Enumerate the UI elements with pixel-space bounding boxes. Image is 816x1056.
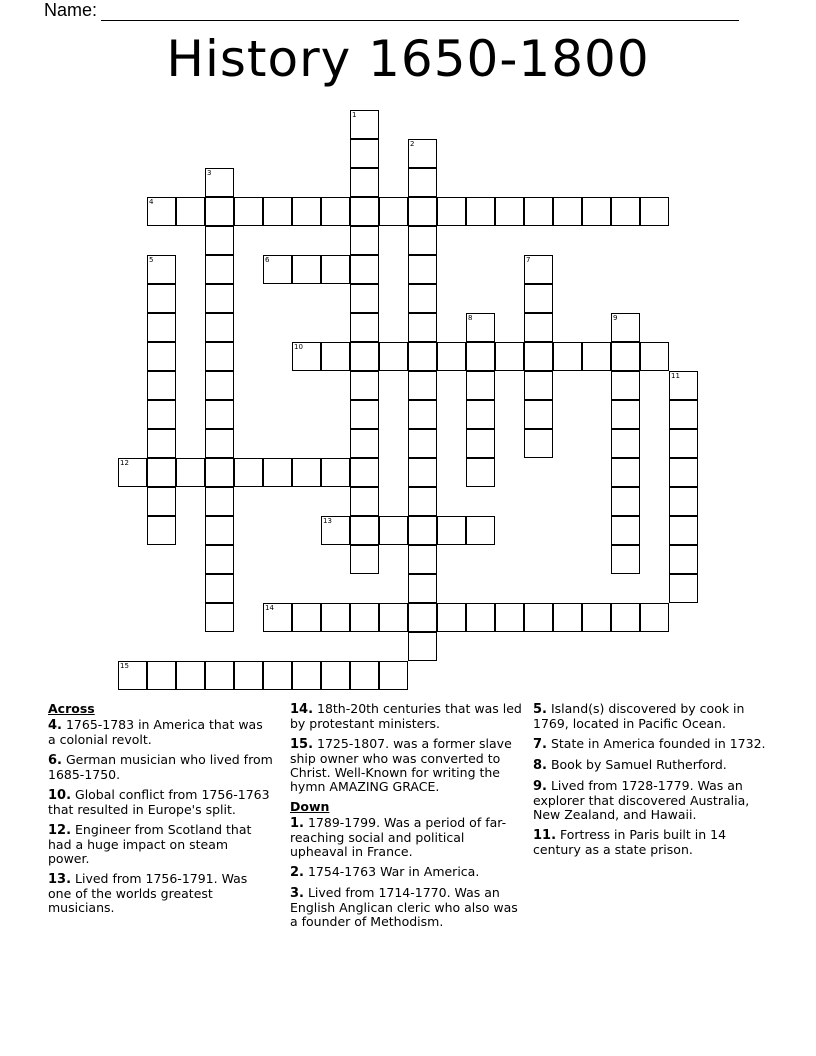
clue-number: 5 [149, 256, 154, 264]
clue-number: 10 [294, 343, 303, 351]
grid-cell[interactable] [408, 632, 437, 661]
clues-column-1 [48, 702, 273, 921]
page-title: History 1650-1800 [166, 30, 650, 88]
grid-cell[interactable] [350, 545, 379, 574]
grid-cell[interactable] [524, 371, 553, 400]
clue-number: 14. [290, 702, 314, 717]
grid-cell[interactable] [408, 516, 437, 545]
grid-cell[interactable] [292, 458, 321, 487]
grid-cell[interactable] [205, 313, 234, 342]
grid-cell[interactable] [350, 458, 379, 487]
clue-number: 9 [613, 314, 618, 322]
grid-cell[interactable] [350, 168, 379, 197]
clue-text: State in America founded in 1732. [546, 736, 766, 751]
grid-cell[interactable] [147, 487, 176, 516]
clue-number: 4. [48, 718, 62, 733]
clue-text: 1765-1783 in America that was a colonial revolt. [48, 717, 263, 747]
grid-cell[interactable] [408, 284, 437, 313]
grid-cell[interactable] [321, 255, 350, 284]
clue-number: 9. [533, 779, 547, 794]
grid-cell[interactable] [669, 487, 698, 516]
grid-cell[interactable] [321, 603, 350, 632]
grid-cell[interactable] [582, 342, 611, 371]
grid-cell[interactable] [350, 197, 379, 226]
down-clue [533, 779, 769, 822]
grid-cell[interactable] [524, 342, 553, 371]
clue-text: Lived from 1756-1791. Was one of the worlds greatest musicians. [48, 871, 248, 915]
grid-cell[interactable] [350, 400, 379, 429]
grid-cell[interactable] [437, 197, 466, 226]
grid-cell[interactable] [321, 197, 350, 226]
grid-cell[interactable] [147, 371, 176, 400]
across-clue [48, 788, 273, 817]
grid-cell[interactable] [408, 371, 437, 400]
grid-cell[interactable] [263, 197, 292, 226]
grid-cell[interactable] [495, 197, 524, 226]
clues-column-2 [290, 702, 525, 935]
grid-cell[interactable] [350, 516, 379, 545]
grid-cell[interactable] [408, 342, 437, 371]
grid-cell[interactable] [292, 255, 321, 284]
clue-number: 1. [290, 816, 304, 831]
grid-cell[interactable] [466, 371, 495, 400]
grid-cell[interactable] [408, 197, 437, 226]
clue-text: Global conflict from 1756-1763 that resulted in Europe's split. [48, 787, 270, 817]
grid-cell[interactable] [553, 197, 582, 226]
grid-cell[interactable] [292, 197, 321, 226]
grid-cell[interactable] [263, 255, 292, 284]
grid-cell[interactable] [437, 516, 466, 545]
grid-cell[interactable] [379, 516, 408, 545]
grid-cell[interactable] [263, 661, 292, 690]
grid-cell[interactable] [205, 458, 234, 487]
grid-cell[interactable] [205, 603, 234, 632]
grid-cell[interactable] [292, 661, 321, 690]
clue-number: 5. [533, 702, 547, 717]
down-clue [533, 702, 769, 731]
grid-cell[interactable] [611, 516, 640, 545]
grid-cell[interactable] [582, 603, 611, 632]
grid-cell[interactable] [205, 516, 234, 545]
grid-cell[interactable] [350, 255, 379, 284]
grid-cell[interactable] [147, 284, 176, 313]
clue-text: 1754-1763 War in America. [303, 864, 480, 879]
grid-cell[interactable] [350, 110, 379, 139]
across-clue [48, 872, 273, 915]
grid-cell[interactable] [669, 429, 698, 458]
grid-cell[interactable] [524, 284, 553, 313]
grid-cell[interactable] [205, 255, 234, 284]
clue-number: 6 [265, 256, 270, 264]
grid-cell[interactable] [408, 226, 437, 255]
grid-cell[interactable] [408, 429, 437, 458]
grid-cell[interactable] [466, 603, 495, 632]
grid-cell[interactable] [437, 342, 466, 371]
down-clue [290, 886, 525, 929]
clue-text: Fortress in Paris built in 14 century as a state prison. [533, 827, 727, 857]
grid-cell[interactable] [495, 603, 524, 632]
grid-cell[interactable] [350, 342, 379, 371]
grid-cell[interactable] [408, 400, 437, 429]
grid-cell[interactable] [147, 342, 176, 371]
grid-cell[interactable] [350, 313, 379, 342]
clue-number: 13 [323, 517, 332, 525]
grid-cell[interactable] [611, 313, 640, 342]
grid-cell[interactable] [669, 516, 698, 545]
grid-cell[interactable] [611, 487, 640, 516]
grid-cell[interactable] [147, 661, 176, 690]
grid-cell[interactable] [611, 371, 640, 400]
grid-cell[interactable] [379, 603, 408, 632]
clue-text: Engineer from Scotland that had a huge impact on steam power. [48, 822, 252, 866]
grid-cell[interactable] [408, 545, 437, 574]
across-clue [290, 737, 525, 794]
grid-cell[interactable] [350, 139, 379, 168]
grid-cell[interactable] [408, 255, 437, 284]
clues-column-3 [533, 702, 769, 863]
grid-cell[interactable] [205, 400, 234, 429]
grid-cell[interactable] [350, 661, 379, 690]
grid-cell[interactable] [292, 342, 321, 371]
grid-cell[interactable] [147, 313, 176, 342]
grid-cell[interactable] [205, 429, 234, 458]
clue-number: 15 [120, 662, 129, 670]
grid-cell[interactable] [466, 458, 495, 487]
clue-text: Book by Samuel Rutherford. [546, 757, 727, 772]
grid-cell[interactable] [350, 429, 379, 458]
grid-cell[interactable] [669, 458, 698, 487]
grid-cell[interactable] [321, 516, 350, 545]
clue-text: 18th-20th centuries that was led by protestant ministers. [290, 701, 522, 731]
clue-number: 15. [290, 737, 314, 752]
grid-cell[interactable] [524, 313, 553, 342]
grid-cell[interactable] [118, 458, 147, 487]
grid-cell[interactable] [611, 197, 640, 226]
grid-cell[interactable] [640, 342, 669, 371]
across-clue [48, 753, 273, 782]
grid-cell[interactable] [350, 603, 379, 632]
clue-number: 6. [48, 753, 62, 768]
across-clue [48, 718, 273, 747]
grid-cell[interactable] [234, 661, 263, 690]
grid-cell[interactable] [582, 197, 611, 226]
clue-number: 7. [533, 737, 547, 752]
grid-cell[interactable] [205, 168, 234, 197]
grid-cell[interactable] [147, 255, 176, 284]
clue-number: 3. [290, 886, 304, 901]
grid-cell[interactable] [205, 371, 234, 400]
grid-cell[interactable] [611, 429, 640, 458]
grid-cell[interactable] [524, 603, 553, 632]
grid-cell[interactable] [524, 400, 553, 429]
across-heading: Across [48, 701, 95, 716]
grid-cell[interactable] [234, 197, 263, 226]
across-clue [48, 823, 273, 866]
clue-number: 14 [265, 604, 274, 612]
grid-cell[interactable] [611, 545, 640, 574]
grid-cell[interactable] [553, 603, 582, 632]
grid-cell[interactable] [147, 429, 176, 458]
grid-cell[interactable] [321, 661, 350, 690]
grid-cell[interactable] [379, 197, 408, 226]
clue-number: 10. [48, 788, 72, 803]
grid-cell[interactable] [640, 603, 669, 632]
clue-text: Island(s) discovered by cook in 1769, located in Pacific Ocean. [533, 701, 745, 731]
down-clue [533, 737, 769, 752]
grid-cell[interactable] [321, 342, 350, 371]
clue-number: 2 [410, 140, 415, 148]
clue-number: 11. [533, 828, 557, 843]
clue-number: 8. [533, 758, 547, 773]
clue-text: German musician who lived from 1685-1750. [48, 752, 273, 782]
grid-cell[interactable] [176, 197, 205, 226]
grid-cell[interactable] [350, 284, 379, 313]
grid-cell[interactable] [524, 197, 553, 226]
grid-cell[interactable] [466, 516, 495, 545]
grid-cell[interactable] [147, 458, 176, 487]
grid-cell[interactable] [466, 342, 495, 371]
clue-number: 4 [149, 198, 154, 206]
grid-cell[interactable] [466, 429, 495, 458]
grid-cell[interactable] [205, 226, 234, 255]
grid-cell[interactable] [176, 661, 205, 690]
grid-cell[interactable] [611, 603, 640, 632]
grid-cell[interactable] [205, 661, 234, 690]
grid-cell[interactable] [408, 458, 437, 487]
grid-cell[interactable] [205, 545, 234, 574]
grid-cell[interactable] [234, 458, 263, 487]
grid-cell[interactable] [466, 313, 495, 342]
down-clue [533, 758, 769, 773]
grid-cell[interactable] [263, 603, 292, 632]
grid-cell[interactable] [408, 313, 437, 342]
grid-cell[interactable] [147, 197, 176, 226]
grid-cell[interactable] [205, 197, 234, 226]
grid-cell[interactable] [350, 371, 379, 400]
down-heading: Down [290, 799, 330, 814]
grid-cell[interactable] [350, 487, 379, 516]
grid-cell[interactable] [611, 342, 640, 371]
grid-cell[interactable] [408, 603, 437, 632]
grid-cell[interactable] [611, 400, 640, 429]
grid-cell[interactable] [379, 342, 408, 371]
clue-number: 1 [352, 111, 357, 119]
grid-cell[interactable] [263, 458, 292, 487]
clue-text: 1725-1807. was a former slave ship owner who was converted to Christ. Well-Known for writing the hymn AMAZING GRACE. [290, 736, 512, 794]
grid-cell[interactable] [524, 429, 553, 458]
grid-cell[interactable] [669, 574, 698, 603]
grid-cell[interactable] [408, 139, 437, 168]
grid-cell[interactable] [147, 516, 176, 545]
grid-cell[interactable] [437, 603, 466, 632]
grid-cell[interactable] [466, 197, 495, 226]
grid-cell[interactable] [350, 226, 379, 255]
clue-number: 3 [207, 169, 212, 177]
grid-cell[interactable] [408, 574, 437, 603]
grid-cell[interactable] [176, 458, 205, 487]
grid-cell[interactable] [205, 574, 234, 603]
across-clue [290, 702, 525, 731]
grid-cell[interactable] [118, 661, 147, 690]
clue-number: 8 [468, 314, 473, 322]
clue-number: 12 [120, 459, 129, 467]
grid-cell[interactable] [640, 197, 669, 226]
grid-cell[interactable] [466, 400, 495, 429]
clue-text: Lived from 1728-1779. Was an explorer that discovered Australia, New Zealand, and Hawaii. [533, 778, 750, 822]
name-label: Name: [44, 0, 98, 20]
grid-cell[interactable] [408, 487, 437, 516]
grid-cell[interactable] [669, 371, 698, 400]
grid-cell[interactable] [495, 342, 524, 371]
grid-cell[interactable] [408, 168, 437, 197]
grid-cell[interactable] [205, 284, 234, 313]
grid-cell[interactable] [553, 342, 582, 371]
down-clue [290, 816, 525, 859]
down-clue [290, 865, 525, 880]
clue-number: 12. [48, 823, 72, 838]
grid-cell[interactable] [205, 487, 234, 516]
clue-number: 7 [526, 256, 531, 264]
grid-cell[interactable] [524, 255, 553, 284]
clue-number: 2. [290, 865, 304, 880]
grid-cell[interactable] [147, 400, 176, 429]
clue-number: 13. [48, 872, 72, 887]
clue-text: Lived from 1714-1770. Was an English Anglican cleric who also was a founder of Methodism. [290, 885, 518, 929]
grid-cell[interactable] [205, 342, 234, 371]
grid-cell[interactable] [669, 545, 698, 574]
down-clue [533, 828, 769, 857]
grid-cell[interactable] [379, 661, 408, 690]
clue-text: 1789-1799. Was a period of far-reaching social and political upheaval in France. [290, 815, 507, 859]
grid-cell[interactable] [669, 400, 698, 429]
grid-cell[interactable] [292, 603, 321, 632]
grid-cell[interactable] [321, 458, 350, 487]
grid-cell[interactable] [611, 458, 640, 487]
clue-number: 11 [671, 372, 680, 380]
